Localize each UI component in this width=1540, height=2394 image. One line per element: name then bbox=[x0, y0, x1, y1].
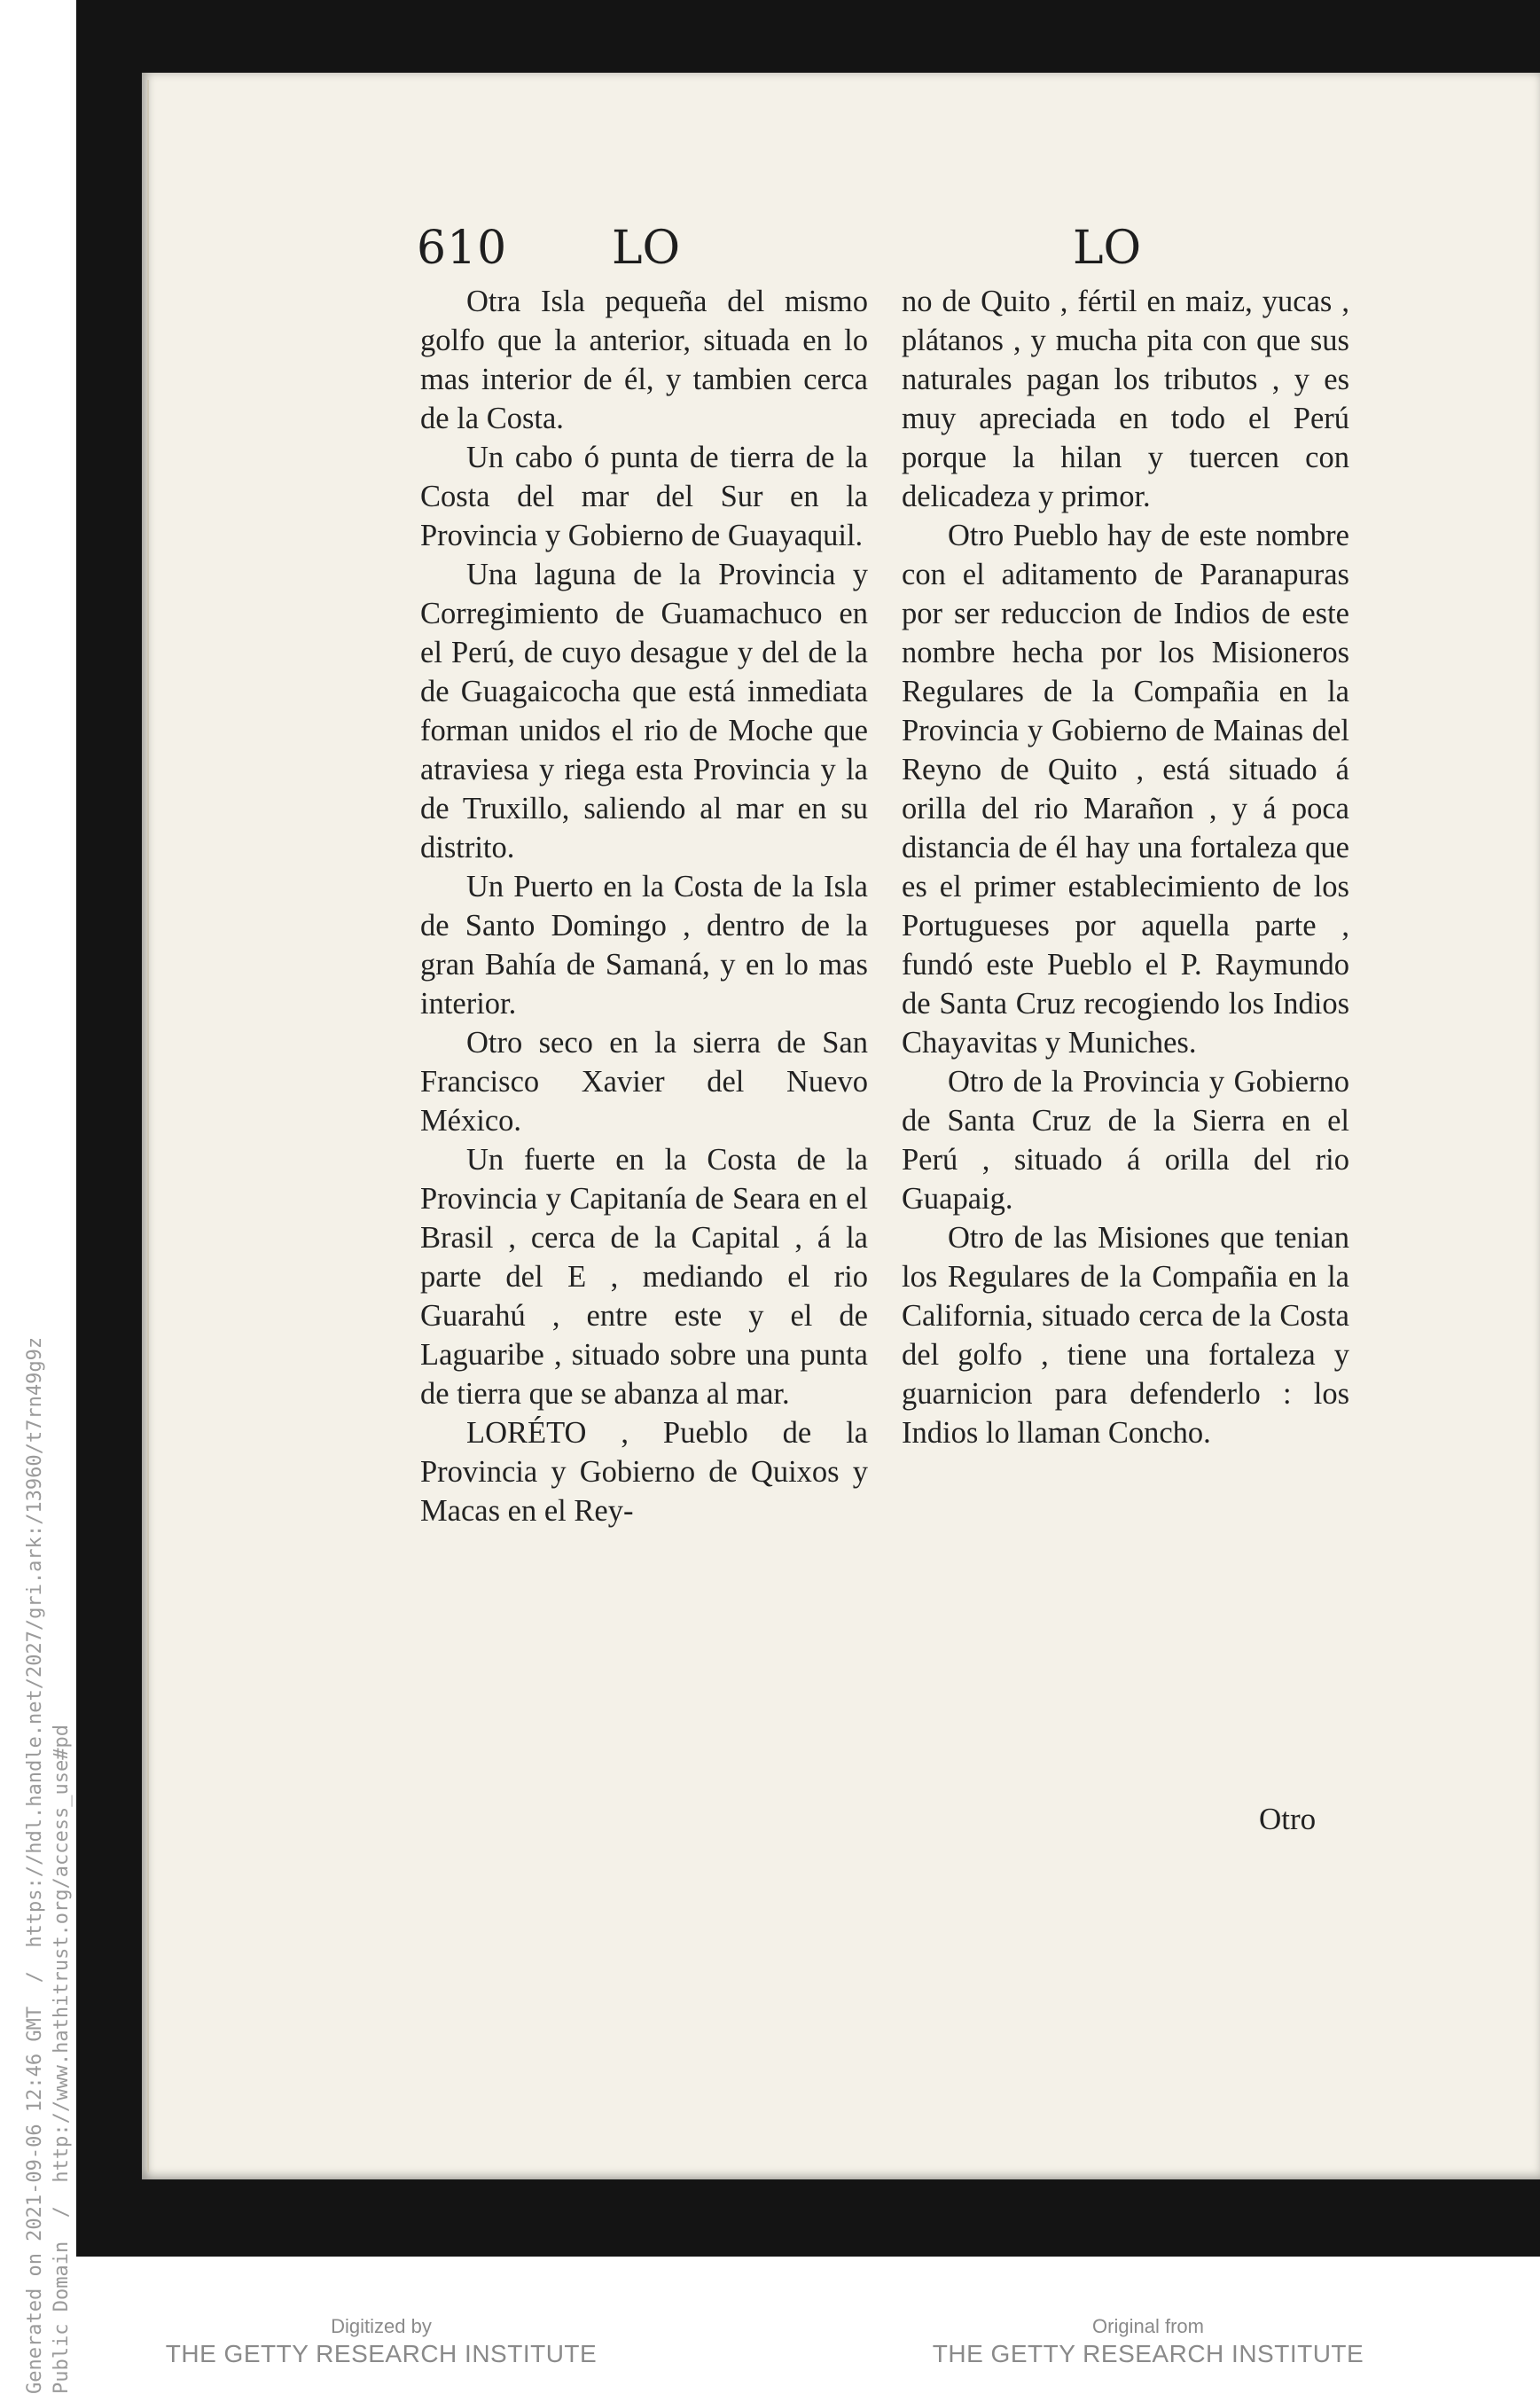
paragraph-continued: no de Quito , fértil en maiz, yucas , plátanos , y mucha pita con que sus naturales pagan los tributos , y es muy apreciada en todo el Perú porque la hilan y tuercen con delicadeza y primor. bbox=[902, 285, 1349, 513]
original-from-credit bbox=[918, 2314, 1379, 2369]
original-source-name: THE GETTY RESEARCH INSTITUTE bbox=[932, 2340, 1364, 2367]
right-column bbox=[902, 282, 1349, 1452]
paragraph: Otra Isla pequeña del mismo golfo que la anterior, situada en lo mas interior de él, y tambien cerca de la Costa. bbox=[420, 285, 868, 435]
page-edge-line bbox=[147, 80, 149, 2172]
paragraph: Otro de la Provincia y Gobierno de Santa Cruz de la Sierra en el Perú , situado á orilla del rio Guapaig. bbox=[902, 1065, 1349, 1216]
paragraph: Otro de las Misiones que tenian los Regulares de la Compañia en la California, situado cerca de la Costa del golfo , tiene una fortaleza y guarnicion para defenderlo : los Indios lo llaman Concho. bbox=[902, 1221, 1349, 1450]
original-from-label: Original from bbox=[1092, 2315, 1204, 2337]
running-head-right: LO bbox=[1073, 222, 1142, 275]
digitizer-name: THE GETTY RESEARCH INSTITUTE bbox=[165, 2340, 598, 2367]
paragraph: Una laguna de la Provincia y Corregimiento de Guamachuco en el Perú, de cuyo desague y del de la de Guagaicocha que está inmediata forman unidos el rio de Moche que atraviesa y riega esta Provincia y la de Truxillo, saliendo al mar en su distrito. bbox=[420, 558, 868, 864]
digitized-by-label: Digitized by bbox=[331, 2315, 432, 2337]
catchword: Otro bbox=[1259, 1802, 1317, 1836]
paragraph: Otro Pueblo hay de este nombre con el aditamento de Paranapuras por ser reduccion de Indios de este nombre hecha por los Misioneros Regulares de la Compañia en la Provincia y Gobierno de Mainas del Reyno de Quito , está situado á orilla del rio Marañon , y á poca distancia de él hay una fortaleza que es el primer establecimiento de los Portugueses por aquella parte , fundó este Pueblo el P. Raymundo de Santa Cruz recogiendo los Indios Chayavitas y Muniches. bbox=[902, 519, 1349, 1060]
paragraph: Otro seco en la sierra de San Francisco Xavier del Nuevo México. bbox=[420, 1026, 868, 1138]
page-number: 610 bbox=[417, 222, 508, 275]
paragraph: LORÉTO , Pueblo de la Provincia y Gobierno de Quixos y Macas en el Rey- bbox=[420, 1416, 868, 1528]
left-column bbox=[420, 282, 868, 1530]
paragraph: Un fuerte en la Costa de la Provincia y Capitanía de Seara en el Brasil , cerca de la Capital , á la parte del E , mediando el rio Guarahú , entre este y el de Laguaribe , situado sobre una punta de tierra que se abanza al mar. bbox=[420, 1143, 868, 1411]
digitized-by-credit bbox=[151, 2314, 612, 2369]
paragraph: Un cabo ó punta de tierra de la Costa del mar del Sur en la Provincia y Gobierno de Guayaquil. bbox=[420, 441, 868, 552]
stamp-line-2: Public Domain / http://www.hathitrust.org/access_use#pd bbox=[51, 1725, 73, 2394]
generation-stamp bbox=[22, 1277, 75, 2394]
running-head-left: LO bbox=[612, 222, 681, 275]
stamp-line-1: Generated on 2021-09-06 12:46 GMT / https://hdl.handle.net/2027/gri.ark:/13960/t7rn49g9z bbox=[24, 1336, 46, 2394]
paragraph: Un Puerto en la Costa de la Isla de Santo Domingo , dentro de la gran Bahía de Samaná, y en lo mas interior. bbox=[420, 870, 868, 1021]
